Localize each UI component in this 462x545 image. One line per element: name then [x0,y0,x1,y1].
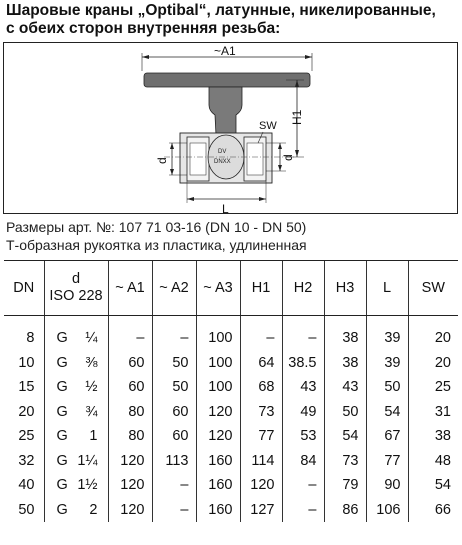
cell-h3: 86 [324,498,366,523]
thread-size: 1¼ [77,452,98,469]
thread-size: 1 [89,428,98,445]
caption-article-sizes: Размеры арт. №: 107 71 03-16 (DN 10 - DN 50) [6,219,307,235]
label-d-left: d [155,157,169,164]
cell-thread [44,351,108,376]
header-sw: SW [408,261,458,316]
cell-a2: 60 [152,424,196,449]
header-a3: ~ A3 [196,261,240,316]
cell-h3: 73 [324,449,366,474]
thread-size: ½ [85,379,98,396]
table-body [4,316,458,523]
cell-h1: – [240,316,282,351]
document-title [6,2,458,38]
cell-sw: 20 [408,316,458,351]
cell-thread [44,498,108,523]
header-h2: H2 [282,261,324,316]
label-d-right: d [281,154,295,161]
cell-h1: 77 [240,424,282,449]
cell-a2: – [152,473,196,498]
cell-h3: 79 [324,473,366,498]
header-a1: ~ A1 [108,261,152,316]
cell-a1: 80 [108,424,152,449]
cell-a2: – [152,316,196,351]
cell-a3: 100 [196,351,240,376]
cell-thread [44,375,108,400]
table-row [4,449,458,474]
cell-a3: 100 [196,375,240,400]
cell-a2: – [152,498,196,523]
cell-dn: 25 [18,428,35,445]
cell-l: 106 [366,498,408,523]
cell-a1: 120 [108,498,152,523]
cell-a1: 120 [108,449,152,474]
table-header-row [4,261,458,316]
cell-l: 39 [366,351,408,376]
cell-l: 77 [366,449,408,474]
label-a1: ~A1 [214,44,236,58]
cell-sw: 54 [408,473,458,498]
label-h1: H1 [290,109,304,125]
table-row [4,375,458,400]
cell-l: 67 [366,424,408,449]
cell-l: 90 [366,473,408,498]
cell-l: 39 [366,316,408,351]
cell-sw: 48 [408,449,458,474]
thread-size: ⅜ [85,354,98,371]
cell-a2: 50 [152,375,196,400]
header-d-top: d [71,271,81,287]
header-l: L [366,261,408,316]
body-marking-1: DV [218,149,227,155]
cell-dn: 20 [18,403,35,420]
cell-a3: 100 [196,316,240,351]
cell-a3: 120 [196,400,240,425]
cell-h3: 38 [324,351,366,376]
body-marking-2: DNXX [214,159,231,165]
cell-a3: 160 [196,473,240,498]
header-d-bottom: ISO 228 [49,288,103,304]
cell-h1: 64 [240,351,282,376]
cell-a2: 113 [152,449,196,474]
cell-h3: 54 [324,424,366,449]
cell-a1: 80 [108,400,152,425]
cell-h2: 49 [282,400,324,425]
cell-thread [44,424,108,449]
thread-prefix: G [56,501,68,518]
cell-l: 50 [366,375,408,400]
cell-a1: 60 [108,375,152,400]
cell-dn: 15 [18,379,35,396]
cell-h2: 43 [282,375,324,400]
thread-prefix: G [56,379,68,396]
header-h3: H3 [324,261,366,316]
thread-prefix: G [56,477,68,494]
table-row [4,498,458,523]
dimensions-table [4,260,458,522]
cell-dn: 32 [18,452,35,469]
cell-sw: 20 [408,351,458,376]
technical-drawing [3,42,458,214]
cell-h1: 68 [240,375,282,400]
table-row [4,351,458,376]
title-line-1: Шаровые краны „Optibal“, латунные, никелированные, [6,2,436,19]
cell-h2: 84 [282,449,324,474]
thread-size: ¼ [85,330,98,347]
cell-l: 54 [366,400,408,425]
cell-thread [44,449,108,474]
cell-h2: 38.5 [282,351,324,376]
cell-a1: – [108,316,152,351]
header-a2: ~ A2 [152,261,196,316]
header-d [44,261,108,316]
cell-thread [44,400,108,425]
ball-valve-drawing [4,43,459,215]
cell-h2: – [282,316,324,351]
cell-h3: 38 [324,316,366,351]
thread-prefix: G [56,330,68,347]
cell-h1: 120 [240,473,282,498]
cell-thread [44,473,108,498]
cell-h1: 114 [240,449,282,474]
cell-dn: 10 [18,354,35,371]
cell-a1: 60 [108,351,152,376]
cell-sw: 38 [408,424,458,449]
cell-h2: – [282,498,324,523]
table-row [4,316,458,351]
thread-size: 1½ [77,477,98,494]
cell-h3: 50 [324,400,366,425]
header-h1: H1 [240,261,282,316]
cell-h1: 127 [240,498,282,523]
cell-a3: 120 [196,424,240,449]
thread-size: 2 [89,501,98,518]
caption-handle-type: Т-образная рукоятка из пластика, удлиненная [6,237,307,253]
table-row [4,400,458,425]
thread-size: ¾ [85,403,98,420]
thread-prefix: G [56,403,68,420]
cell-dn: 8 [26,330,35,347]
cell-a3: 160 [196,449,240,474]
label-sw: SW [259,120,277,132]
cell-h2: 53 [282,424,324,449]
header-dn: DN [4,261,44,316]
title-line-2: с обеих сторон внутренняя резьба: [6,20,281,37]
thread-prefix: G [56,452,68,469]
label-l: L [222,202,229,215]
cell-thread [44,316,108,351]
cell-sw: 25 [408,375,458,400]
cell-dn: 40 [18,477,35,494]
cell-sw: 66 [408,498,458,523]
cell-h3: 43 [324,375,366,400]
cell-a2: 50 [152,351,196,376]
cell-a1: 120 [108,473,152,498]
table-row [4,424,458,449]
table-row [4,473,458,498]
thread-prefix: G [56,428,68,445]
cell-a2: 60 [152,400,196,425]
cell-a3: 160 [196,498,240,523]
cell-h1: 73 [240,400,282,425]
cell-sw: 31 [408,400,458,425]
thread-prefix: G [56,354,68,371]
cell-dn: 50 [18,501,35,518]
cell-h2: – [282,473,324,498]
